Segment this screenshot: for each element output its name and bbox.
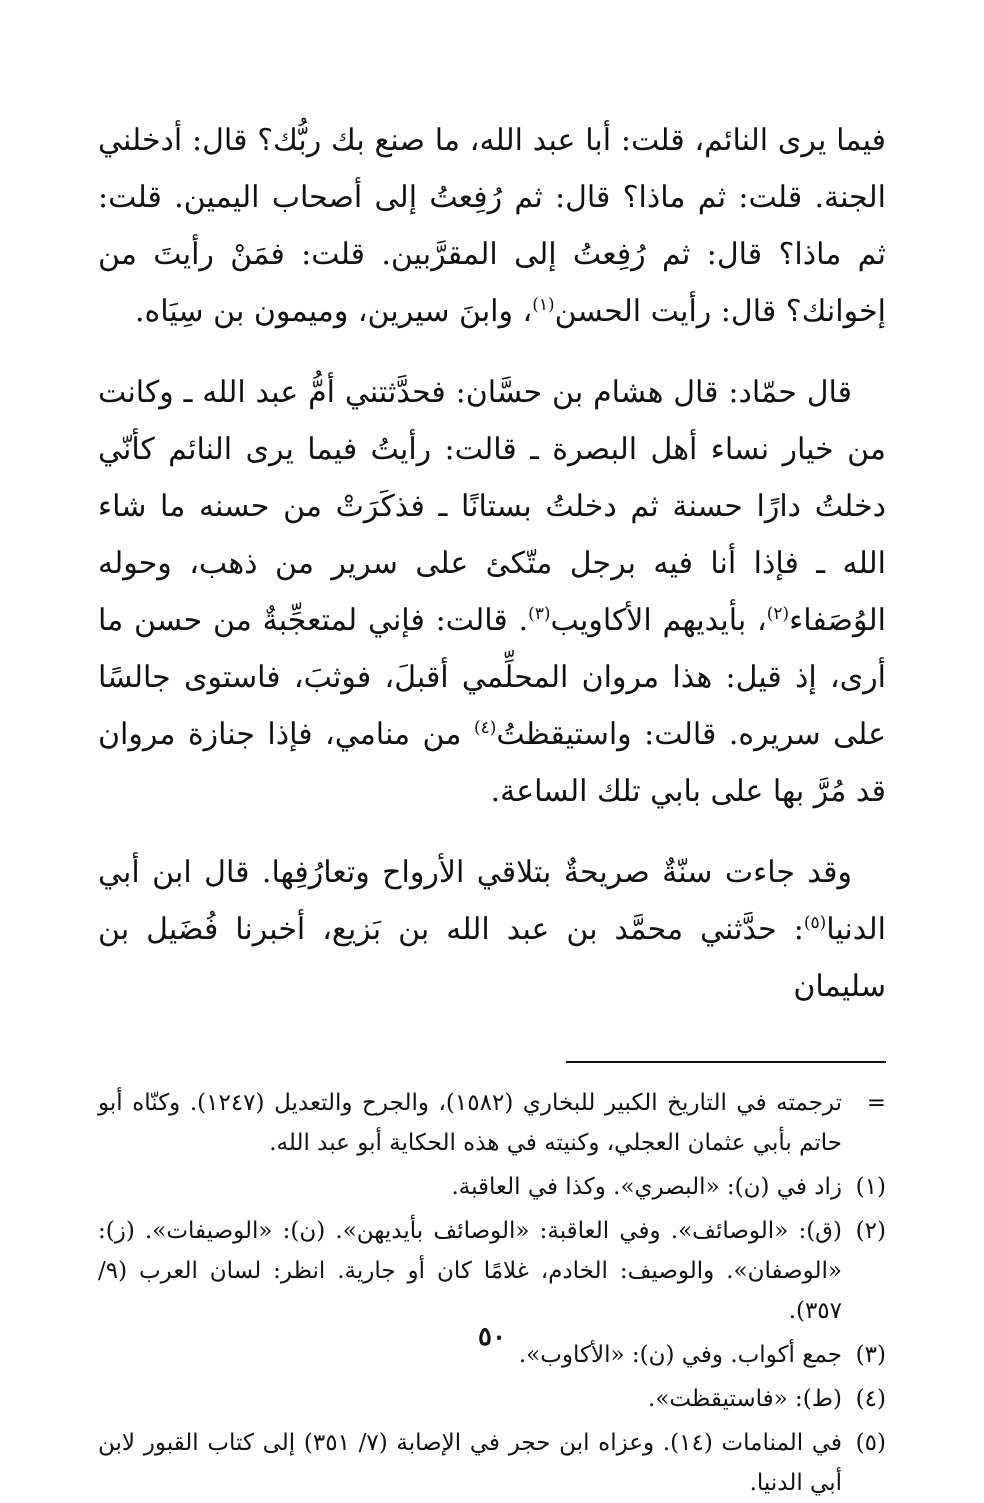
footnote-1 <box>98 1167 886 1207</box>
footnote-5 <box>98 1423 886 1503</box>
footnote-ref-2[interactable]: (٢) <box>766 604 790 624</box>
paragraph-1-text-b: ، وابنَ سيرين، وميمون بن سِيَاه. <box>134 294 533 329</box>
footnote-separator <box>566 1061 886 1063</box>
footnote-number: (١) <box>855 1174 886 1200</box>
footnote-4 <box>98 1379 886 1419</box>
footnote-text: (ق): «الوصائف». وفي العاقبة: «الوصائف بأيديهن». (ن): «الوصيفات». (ز): «الوصفان». والوصيف: الخادم، غلامًا كان أو جارية. انظر: لسان العرب (٩/ ٣٥٧). <box>98 1218 842 1324</box>
footnote-ref-3[interactable]: (٣) <box>528 604 551 624</box>
paragraph-1-text-a: فيما يرى النائم، قلت: أبا عبد الله، ما صنع بك ربُّك؟ قال: أدخلني الجنة. قلت: ثم ماذا؟ قال: ثم رُفِعتُ إلى أصحاب اليمين. قلت: ثم ماذا؟ قال: ثم رُفِعتُ إلى المقرَّبين. قلت: فمَنْ رأيتَ من إخوانك؟ قال: رأيت الحسن <box>98 123 886 329</box>
footnote-number: (٣) <box>855 1342 886 1368</box>
paragraph-3-text-a: وقد جاءت سنّةٌ صريحةٌ بتلاقي الأرواح وتعارُفِها. قال ابن أبي الدنيا <box>98 855 886 947</box>
paragraph-2-text-a: قال حمّاد: قال هشام بن حسَّان: فحدَّثتني أمُّ عبد الله ـ وكانت من خيار نساء أهل البصرة ـ قالت: رأيتُ فيما يرى النائم كأنّي دخلتُ دارًا حسنة ثم دخلتُ بستانًا ـ فذكَرَتْ من حسنه ما شاء الله ـ فإذا أنا فيه برجل متّكئ على سرير من ذهب، وحوله الوُصَفاء <box>98 375 886 638</box>
footnote-text: في المنامات (١٤). وعزاه ابن حجر في الإصابة (٧/ ٣٥١) إلى كتاب القبور لابن أبي الدنيا. <box>98 1430 842 1496</box>
footnote-number: (٢) <box>855 1218 886 1244</box>
paragraph-2 <box>98 364 886 820</box>
main-text <box>98 112 886 1015</box>
footnote-number: = <box>866 1090 886 1116</box>
paragraph-3 <box>98 844 886 1015</box>
footnote-text: جمع أكواب. وفي (ن): «الأكاوب». <box>518 1342 842 1368</box>
footnote-ref-1[interactable]: (١) <box>532 295 555 315</box>
footnote-text: زاد في (ن): «البصري». وكذا في العاقبة. <box>451 1174 842 1200</box>
paragraph-2-text-c: . قالت: فإني لمتعجِّبةٌ من حسن ما أرى، إذ قيل: هذا مروان المحلِّمي أقبلَ، فوثبَ، فاستوى جالسًا على سريره. قالت: واستيقظتُ <box>98 603 886 752</box>
footnotes <box>98 1083 886 1503</box>
footnote-separator-wrap <box>98 1039 886 1083</box>
paragraph-2-text-b: ، بأيديهم الأكاويب <box>550 603 767 638</box>
page-number: ٥٠ <box>478 1322 506 1352</box>
paragraph-1 <box>98 112 886 340</box>
footnote-text: (ط): «فاستيقظت». <box>648 1386 842 1412</box>
paragraph-2-text-d: من منامي، فإذا جنازة مروان قد مُرَّ بها على بابي تلك الساعة. <box>98 717 886 809</box>
footnote-ref-4[interactable]: (٤) <box>473 718 497 738</box>
paragraph-3-text-b: : حدَّثني محمَّد بن عبد الله بن بَزيع، أخبرنا فُضَيل بن سليمان <box>98 912 886 1004</box>
footnote-number: (٤) <box>855 1386 886 1412</box>
footnote-number: (٥) <box>855 1430 886 1456</box>
footnote-text: ترجمته في التاريخ الكبير للبخاري (١٥٨٢)، والجرح والتعديل (١٢٤٧). وكنّاه أبو حاتم بأبي عثمان العجلي، وكنيته في هذه الحكاية أبو عبد الله. <box>98 1090 843 1156</box>
footnote-continued <box>98 1083 886 1163</box>
footnote-2 <box>98 1211 886 1331</box>
footnote-ref-5[interactable]: (٥) <box>803 913 827 933</box>
